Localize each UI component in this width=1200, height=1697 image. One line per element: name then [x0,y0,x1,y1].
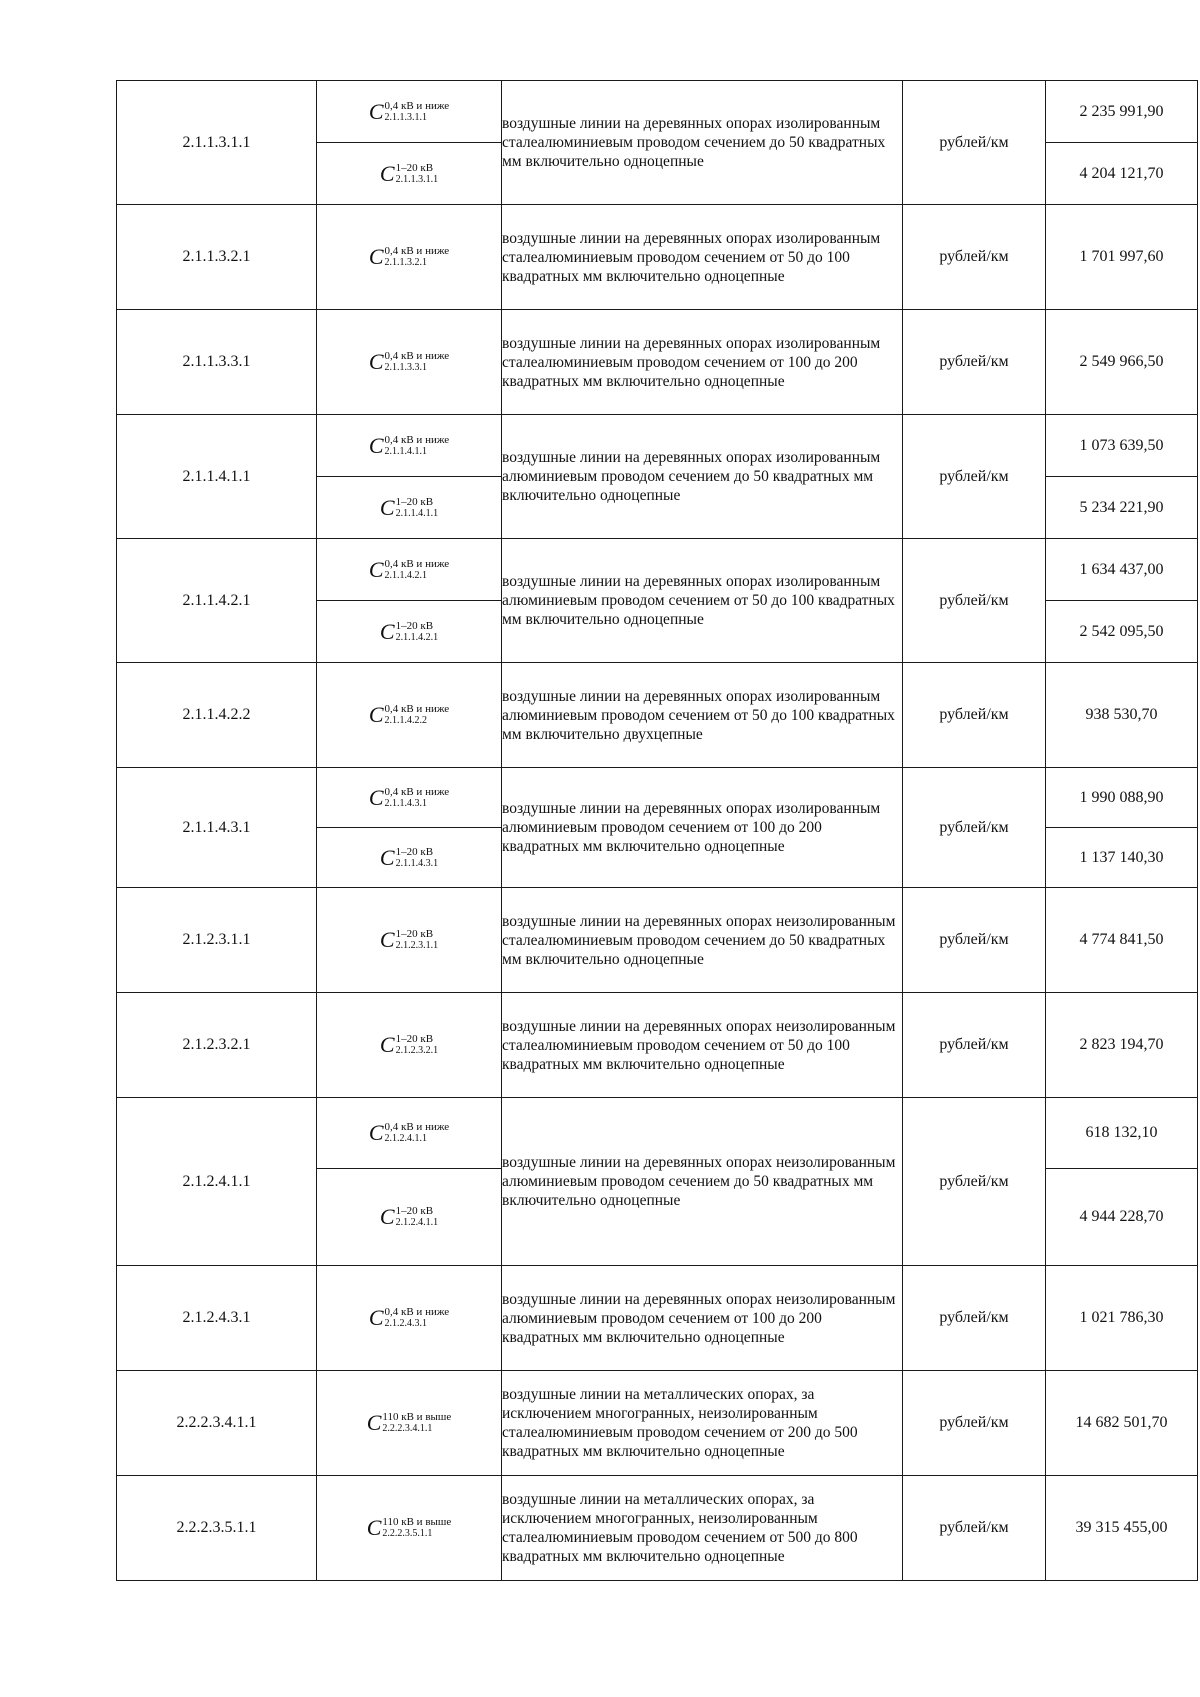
table-row [117,310,1198,415]
rate-symbol [317,888,502,993]
table-row [117,888,1198,993]
rate-value: 1 634 437,00 [1046,539,1198,601]
voltage-class: 1–20 кВ [395,1033,434,1045]
voltage-class: 1–20 кВ [395,495,434,508]
rate-symbol [317,1476,502,1581]
table-row [117,1266,1198,1371]
rate-index: 2.1.1.4.1.1 [384,445,427,457]
rate-value: 938 530,70 [1046,663,1198,768]
row-description: воздушные линии на деревянных опорах неизолированным алюминиевым проводом сечением от 100 до 200 квадратных мм включительно одноцепные [502,1266,903,1371]
row-unit: рублей/км [903,768,1046,888]
symbol-letter: C [368,1120,384,1145]
table-row [117,993,1198,1098]
rate-value: 2 235 991,90 [1046,81,1198,143]
symbol-letter: C [379,927,395,952]
row-code: 2.2.2.3.4.1.1 [117,1371,317,1476]
rate-symbol [317,415,502,477]
voltage-class: 110 кВ и выше [382,1516,452,1528]
row-unit: рублей/км [903,415,1046,539]
rate-index: 2.1.1.4.1.1 [395,507,439,519]
row-code: 2.1.2.4.1.1 [117,1098,317,1266]
rate-index: 2.1.2.3.2.1 [395,1045,439,1056]
rate-index: 2.1.2.4.1.1 [395,1217,439,1228]
rate-index: 2.1.1.4.2.2 [384,715,427,726]
row-code: 2.1.2.3.1.1 [117,888,317,993]
row-description: воздушные линии на деревянных опорах изолированным алюминиевым проводом сечением до 50 квадратных мм включительно одноцепные [502,415,903,539]
row-unit: рублей/км [903,1371,1046,1476]
symbol-letter: C [368,1305,384,1330]
row-description: воздушные линии на деревянных опорах изолированным сталеалюминиевым проводом сечением до 50 квадратных мм включительно одноцепные [502,81,903,205]
row-code: 2.1.1.4.3.1 [117,768,317,888]
row-unit: рублей/км [903,663,1046,768]
symbol-letter: C [379,494,395,520]
symbol-letter: C [366,1410,382,1435]
symbol-letter: C [368,98,384,124]
voltage-class: 110 кВ и выше [382,1411,452,1423]
rate-symbol [317,205,502,310]
symbol-letter: C [368,556,384,582]
table-row [117,539,1198,601]
rate-index: 2.1.1.3.3.1 [384,362,427,373]
symbol-letter: C [366,1515,382,1540]
voltage-class: 0,4 кВ и ниже [384,433,450,446]
rate-index: 2.1.1.3.1.1 [384,111,427,123]
rate-index: 2.1.1.4.3.1 [384,797,427,809]
voltage-class: 1–20 кВ [395,619,434,632]
rate-value: 39 315 455,00 [1046,1476,1198,1581]
row-unit: рублей/км [903,310,1046,415]
voltage-class: 1–20 кВ [395,845,434,858]
symbol-letter: C [379,1204,395,1229]
row-unit: рублей/км [903,205,1046,310]
row-code: 2.1.2.4.3.1 [117,1266,317,1371]
rate-index: 2.1.1.4.3.1 [395,857,439,869]
rate-symbol [317,81,502,143]
symbol-letter: C [368,244,384,269]
row-description: воздушные линии на деревянных опорах изолированным алюминиевым проводом сечением от 100 до 200 квадратных мм включительно одноцепные [502,768,903,888]
rate-value: 2 549 966,50 [1046,310,1198,415]
row-code: 2.1.1.3.3.1 [117,310,317,415]
row-description: воздушные линии на металлических опорах, за исключением многогранных, неизолированным сталеалюминиевым проводом сечением от 500 до 800 квадратных мм включительно одноцепные [502,1476,903,1581]
symbol-letter: C [368,784,384,810]
rate-value: 1 701 997,60 [1046,205,1198,310]
rate-value: 5 234 221,90 [1046,477,1198,539]
rate-value: 2 823 194,70 [1046,993,1198,1098]
rate-value: 1 021 786,30 [1046,1266,1198,1371]
rate-symbol [317,828,502,888]
rate-symbol [317,768,502,828]
rate-value: 2 542 095,50 [1046,601,1198,663]
symbol-letter: C [379,618,395,644]
rate-index: 2.2.2.3.4.1.1 [382,1423,433,1434]
row-description: воздушные линии на деревянных опорах неизолированным сталеалюминиевым проводом сечением от 50 до 100 квадратных мм включительно одноцепные [502,993,903,1098]
row-description: воздушные линии на деревянных опорах неизолированным сталеалюминиевым проводом сечением до 50 квадратных мм включительно одноцепные [502,888,903,993]
rate-index: 2.1.2.3.1.1 [395,940,439,951]
voltage-class: 0,4 кВ и ниже [384,703,450,715]
rate-value: 14 682 501,70 [1046,1371,1198,1476]
row-code: 2.1.1.4.2.1 [117,539,317,663]
rate-symbol [317,1169,502,1266]
voltage-class: 0,4 кВ и ниже [384,245,450,257]
table-row [117,663,1198,768]
rate-symbol [317,1098,502,1169]
rate-index: 2.1.2.4.3.1 [384,1318,427,1329]
rate-value: 618 132,10 [1046,1098,1198,1169]
rate-value: 4 774 841,50 [1046,888,1198,993]
rate-index: 2.1.1.3.1.1 [395,173,439,185]
rate-symbol [317,539,502,601]
rate-value: 4 944 228,70 [1046,1169,1198,1266]
voltage-class: 0,4 кВ и ниже [384,99,450,112]
rate-symbol [317,601,502,663]
rates-table [116,80,1198,1581]
rate-symbol [317,1371,502,1476]
voltage-class: 0,4 кВ и ниже [384,1306,450,1318]
table-row [117,1371,1198,1476]
table-row [117,1476,1198,1581]
voltage-class: 0,4 кВ и ниже [384,557,450,570]
row-description: воздушные линии на деревянных опорах изолированным сталеалюминиевым проводом сечением от 100 до 200 квадратных мм включительно одноцепные [502,310,903,415]
symbol-letter: C [368,702,384,727]
voltage-class: 0,4 кВ и ниже [384,1121,450,1133]
row-unit: рублей/км [903,1476,1046,1581]
row-code: 2.1.1.3.1.1 [117,81,317,205]
symbol-letter: C [368,432,384,458]
table-row [117,205,1198,310]
row-code: 2.1.1.4.1.1 [117,415,317,539]
row-code: 2.1.1.4.2.2 [117,663,317,768]
rate-index: 2.1.2.4.1.1 [384,1133,427,1144]
symbol-letter: C [379,1032,395,1057]
row-description: воздушные линии на деревянных опорах изолированным сталеалюминиевым проводом сечением от 50 до 100 квадратных мм включительно одноцепные [502,205,903,310]
rate-symbol [317,993,502,1098]
row-description: воздушные линии на металлических опорах, за исключением многогранных, неизолированным сталеалюминиевым проводом сечением от 200 до 500 квадратных мм включительно одноцепные [502,1371,903,1476]
row-unit: рублей/км [903,1266,1046,1371]
rate-value: 1 073 639,50 [1046,415,1198,477]
table-row [117,1098,1198,1169]
row-unit: рублей/км [903,993,1046,1098]
rate-value: 4 204 121,70 [1046,143,1198,205]
rate-symbol [317,477,502,539]
symbol-letter: C [379,160,395,186]
rate-index: 2.1.1.3.2.1 [384,257,427,268]
row-code: 2.1.2.3.2.1 [117,993,317,1098]
rate-symbol [317,663,502,768]
rate-symbol [317,143,502,205]
rate-symbol [317,1266,502,1371]
row-code: 2.1.1.3.2.1 [117,205,317,310]
row-description: воздушные линии на деревянных опорах изолированным алюминиевым проводом сечением от 50 до 100 квадратных мм включительно одноцепные [502,539,903,663]
symbol-letter: C [368,349,384,374]
rate-index: 2.1.1.4.2.1 [384,569,427,581]
rate-index: 2.1.1.4.2.1 [395,631,439,643]
rate-index: 2.2.2.3.5.1.1 [382,1528,433,1539]
row-unit: рублей/км [903,539,1046,663]
row-code: 2.2.2.3.5.1.1 [117,1476,317,1581]
voltage-class: 1–20 кВ [395,161,434,174]
rate-value: 1 990 088,90 [1046,768,1198,828]
row-description: воздушные линии на деревянных опорах неизолированным алюминиевым проводом сечением до 50 квадратных мм включительно одноцепные [502,1098,903,1266]
row-unit: рублей/км [903,888,1046,993]
voltage-class: 1–20 кВ [395,1205,434,1217]
voltage-class: 0,4 кВ и ниже [384,350,450,362]
table-row [117,768,1198,828]
voltage-class: 1–20 кВ [395,928,434,940]
symbol-letter: C [379,844,395,870]
rate-value: 1 137 140,30 [1046,828,1198,888]
row-description: воздушные линии на деревянных опорах изолированным алюминиевым проводом сечением от 50 до 100 квадратных мм включительно двухцепные [502,663,903,768]
row-unit: рублей/км [903,81,1046,205]
table-row [117,415,1198,477]
row-unit: рублей/км [903,1098,1046,1266]
table-row [117,81,1198,143]
voltage-class: 0,4 кВ и ниже [384,785,450,798]
rate-symbol [317,310,502,415]
